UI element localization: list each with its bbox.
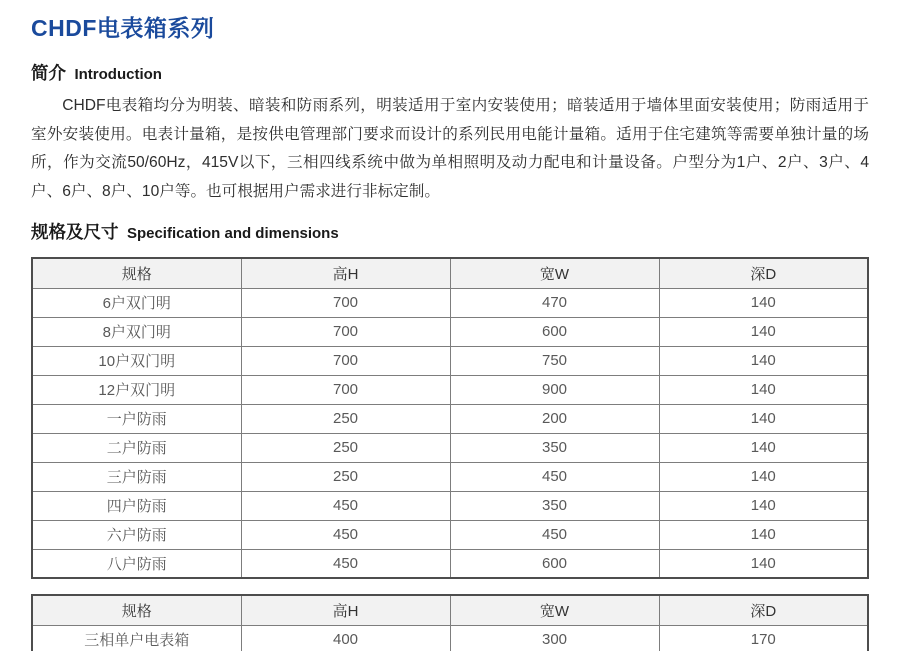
table-cell: 三相单户电表箱 <box>32 625 241 651</box>
table-cell: 400 <box>241 625 450 651</box>
table-cell: 250 <box>241 433 450 462</box>
table-header-cell: 宽W <box>450 595 659 625</box>
table-cell: 450 <box>241 520 450 549</box>
table-cell: 250 <box>241 404 450 433</box>
table-cell: 700 <box>241 346 450 375</box>
intro-heading <box>31 60 869 85</box>
table-cell: 二户防雨 <box>32 433 241 462</box>
table-cell: 450 <box>450 520 659 549</box>
table-cell: 140 <box>659 346 868 375</box>
table-cell: 470 <box>450 288 659 317</box>
intro-heading-en: Introduction <box>74 66 162 83</box>
table-cell: 12户双门明 <box>32 375 241 404</box>
table-cell: 140 <box>659 288 868 317</box>
table-cell: 900 <box>450 375 659 404</box>
table-header-cell: 规格 <box>32 595 241 625</box>
table-cell: 700 <box>241 288 450 317</box>
table-cell: 600 <box>450 549 659 578</box>
table-cell: 140 <box>659 317 868 346</box>
table-row <box>32 404 868 433</box>
table-header-cell: 规格 <box>32 258 241 288</box>
table-row <box>32 462 868 491</box>
table-header-row <box>32 595 868 625</box>
table-cell: 140 <box>659 491 868 520</box>
table-cell: 450 <box>450 462 659 491</box>
table-header-cell: 宽W <box>450 258 659 288</box>
table-cell: 200 <box>450 404 659 433</box>
table-header-cell: 深D <box>659 595 868 625</box>
table-cell: 700 <box>241 317 450 346</box>
table-header-cell: 深D <box>659 258 868 288</box>
table-cell: 450 <box>241 549 450 578</box>
table-cell: 三户防雨 <box>32 462 241 491</box>
table-cell: 八户防雨 <box>32 549 241 578</box>
table-cell: 140 <box>659 375 868 404</box>
table-cell: 140 <box>659 549 868 578</box>
table-header-cell: 高H <box>241 258 450 288</box>
table-cell: 140 <box>659 433 868 462</box>
spec-heading-zh: 规格及尺寸 <box>31 222 119 242</box>
table-cell: 8户双门明 <box>32 317 241 346</box>
table-row <box>32 520 868 549</box>
table-row <box>32 491 868 520</box>
table-cell: 六户防雨 <box>32 520 241 549</box>
intro-heading-zh: 简介 <box>31 63 66 83</box>
intro-paragraph: CHDF电表箱均分为明装、暗装和防雨系列，明装适用于室内安装使用；暗装适用于墙体里面安装使用；防雨适用于室外安装使用。电表计量箱，是按供电管理部门要求而设计的系列民用电能计量箱。适用于住宅建筑等需要单独计量的场所，作为交流50/60Hz，415V以下，三相四线系统中做为单相照明及动力配电和计量设备。户型分为1户、2户、3户、4户、6户、8户、10户等。也可根据用户需求进行非标定制。 <box>31 97 869 200</box>
table-cell: 6户双门明 <box>32 288 241 317</box>
table-row <box>32 549 868 578</box>
page-title: CHDF电表箱系列 <box>31 15 215 41</box>
table-cell: 300 <box>450 625 659 651</box>
table-cell: 140 <box>659 404 868 433</box>
spec-heading <box>31 219 869 244</box>
table-cell: 140 <box>659 520 868 549</box>
spec-table-three-phase <box>31 594 869 651</box>
table-cell: 450 <box>241 491 450 520</box>
table-cell: 四户防雨 <box>32 491 241 520</box>
table-row <box>32 317 868 346</box>
table-cell: 750 <box>450 346 659 375</box>
table-cell: 170 <box>659 625 868 651</box>
table-cell: 一户防雨 <box>32 404 241 433</box>
table-cell: 250 <box>241 462 450 491</box>
spec-heading-en: Specification and dimensions <box>126 225 339 242</box>
table-row <box>32 375 868 404</box>
table-cell: 10户双门明 <box>32 346 241 375</box>
table-row <box>32 433 868 462</box>
table-cell: 600 <box>450 317 659 346</box>
table-header-row <box>32 258 868 288</box>
table-row <box>32 288 868 317</box>
spec-table-main <box>31 257 869 579</box>
table-cell: 350 <box>450 491 659 520</box>
table-header-cell: 高H <box>241 595 450 625</box>
table-row <box>32 625 868 651</box>
table-cell: 350 <box>450 433 659 462</box>
table-row <box>32 346 868 375</box>
table-cell: 140 <box>659 462 868 491</box>
table-cell: 700 <box>241 375 450 404</box>
